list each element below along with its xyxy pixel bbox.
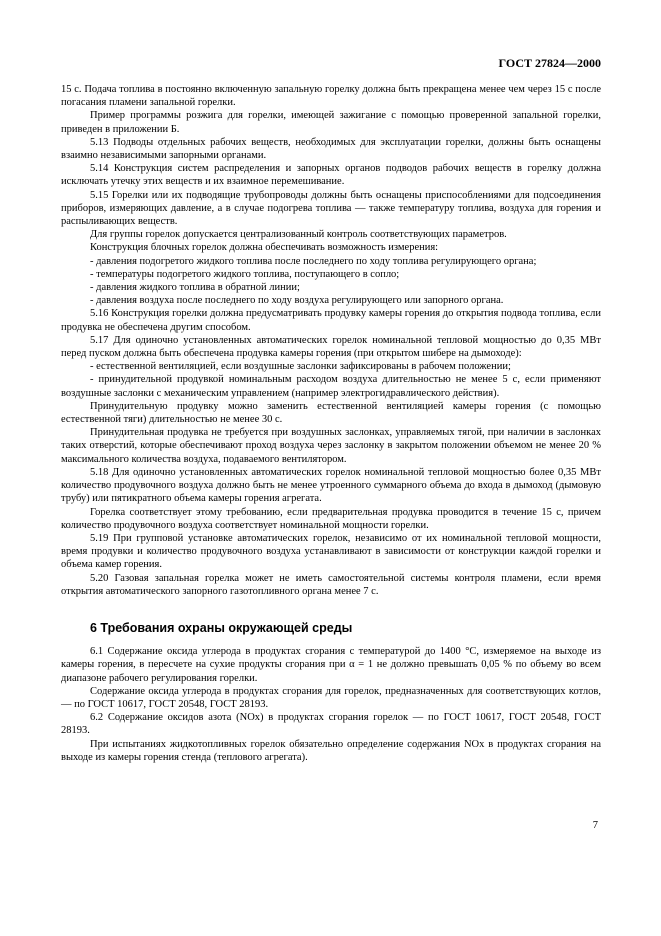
paragraph: Конструкция блочных горелок должна обеспечивать возможность измерения: xyxy=(90,242,439,254)
paragraph: При испытаниях жидкотопливных горелок обязательно определение содержания NOх в продуктах сгорания на выходе из камеры горения стенда (теплового агрегата). xyxy=(61,738,601,763)
paragraph: Горелка соответствует этому требованию, если предварительная продувка проводится в течение 15 с, причем количество продувочного воздуха соответствует номинальной мощности горелки. xyxy=(61,506,601,531)
document-code: ГОСТ 27824—2000 xyxy=(498,56,601,70)
paragraph: 5.17 Для одиночно установленных автоматических горелок номинальной тепловой мощностью до 0,35 МВт перед пуском должна быть обеспечена продувка камеры горения (при открытом шибере на дымоходе): xyxy=(61,334,601,360)
paragraph: - естественной вентиляцией, если воздушные заслонки зафиксированы в рабочем положении; xyxy=(90,361,511,373)
paragraph: Принудительная продувка не требуется при воздушных заслонках, управляемых тягой, при наличии в заслонках таких отверстий, которые обеспечивают проход воздуха через заслонку в закрытом положении объемом не менее 20 % максимального количества воздуха, подаваемого вентилятором. xyxy=(61,427,601,465)
page-number: 7 xyxy=(592,820,598,831)
requirements-6-text xyxy=(61,645,601,764)
paragraph: - давления подогретого жидкого топлива после последнего по ходу топлива регулирующего органа; xyxy=(90,255,537,267)
paragraph: 5.19 При групповой установке автоматических горелок, независимо от их номинальной тепловой мощности, время продувки и количество продувочного воздуха устанавливают в зависимости от конструкции каждой горелки и объема камер горения. xyxy=(61,532,601,571)
paragraph: Содержание оксида углерода в продуктах сгорания для горелок, предназначенных для соответствующих котлов, — по ГОСТ 10617, ГОСТ 20548, ГОСТ 28193. xyxy=(61,685,601,710)
paragraph: 5.14 Конструкция систем распределения и запорных органов подводов рабочих веществ в горелку должна исключать утечку этих веществ и их взаимное перемешивание. xyxy=(61,163,601,188)
paragraph: 5.15 Горелки или их подводящие трубопроводы должны быть оснащены приспособлениями для подсоединения приборов, измеряющих давление, а в случае подогрева топлива — также температуру топлива, воздуха для горения и распыливающих веществ. xyxy=(61,189,601,228)
document-body xyxy=(61,83,601,764)
paragraph: 5.13 Подводы отдельных рабочих веществ, необходимых для эксплуатации горелки, должны быть оснащены взаимно независимыми запорными органами. xyxy=(61,136,601,162)
paragraph: - давления воздуха после последнего по ходу воздуха регулирующего или запорного органа. xyxy=(90,295,504,307)
paragraph: 5.16 Конструкция горелки должна предусматривать продувку камеры горения до открытия подвода топлива, если продувка не обеспечена другим способом. xyxy=(61,308,601,333)
paragraph: 6.1 Содержание оксида углерода в продуктах сгорания с температурой до 1400 °С, измеряемое на выходе из камеры горения, в пересчете на сухие продукты сгорания при α = 1 не должно превышать 0,05 % по объему во всем диапазоне рабочего регулирования горелки. xyxy=(61,646,601,684)
section-heading: 6 Требования охраны окружающей среды xyxy=(90,620,353,635)
paragraph: Принудительную продувку можно заменить естественной вентиляцией камеры горения (с помощью естественной тяги) длительностью не менее 30 с. xyxy=(61,400,601,426)
requirements-5-text xyxy=(61,83,601,598)
paragraph: 6.2 Содержание оксидов азота (NOх) в продуктах сгорания горелок — по ГОСТ 10617, ГОСТ 20548, ГОСТ 28193. xyxy=(61,712,601,737)
paragraph: 5.18 Для одиночно установленных автоматических горелок номинальной тепловой мощностью более 0,35 МВт количество продувочного воздуха должно быть не менее утроенного суммарного объема до входа в дымоход (дымовую трубу) или пятикратного объема камеры горения агрегата. xyxy=(61,466,601,505)
paragraph: Для группы горелок допускается централизованный контроль соответствующих параметров. xyxy=(90,229,507,241)
paragraph: - принудительной продувкой номинальным расходом воздуха длительностью не менее 5 с, если применяют воздушные заслонки с механическим управлением (например электрогидравлического действия). xyxy=(61,374,601,399)
paragraph: 15 с. Подача топлива в постоянно включенную запальную горелку должна быть прекращена менее чем через 15 с после погасания пламени запальной горелки. xyxy=(61,84,601,109)
paragraph: 5.20 Газовая запальная горелка может не иметь самостоятельной системы контроля пламени, если время открытия автоматического запорного газотопливного органа менее 7 с. xyxy=(61,572,601,597)
paragraph: Пример программы розжига для горелки, имеющей зажигание с помощью проверенной запальной горелки, приведен в приложении Б. xyxy=(61,110,601,135)
paragraph: - давления жидкого топлива в обратной линии; xyxy=(90,282,300,294)
paragraph: - температуры подогретого жидкого топлива, поступающего в сопло; xyxy=(90,268,400,280)
